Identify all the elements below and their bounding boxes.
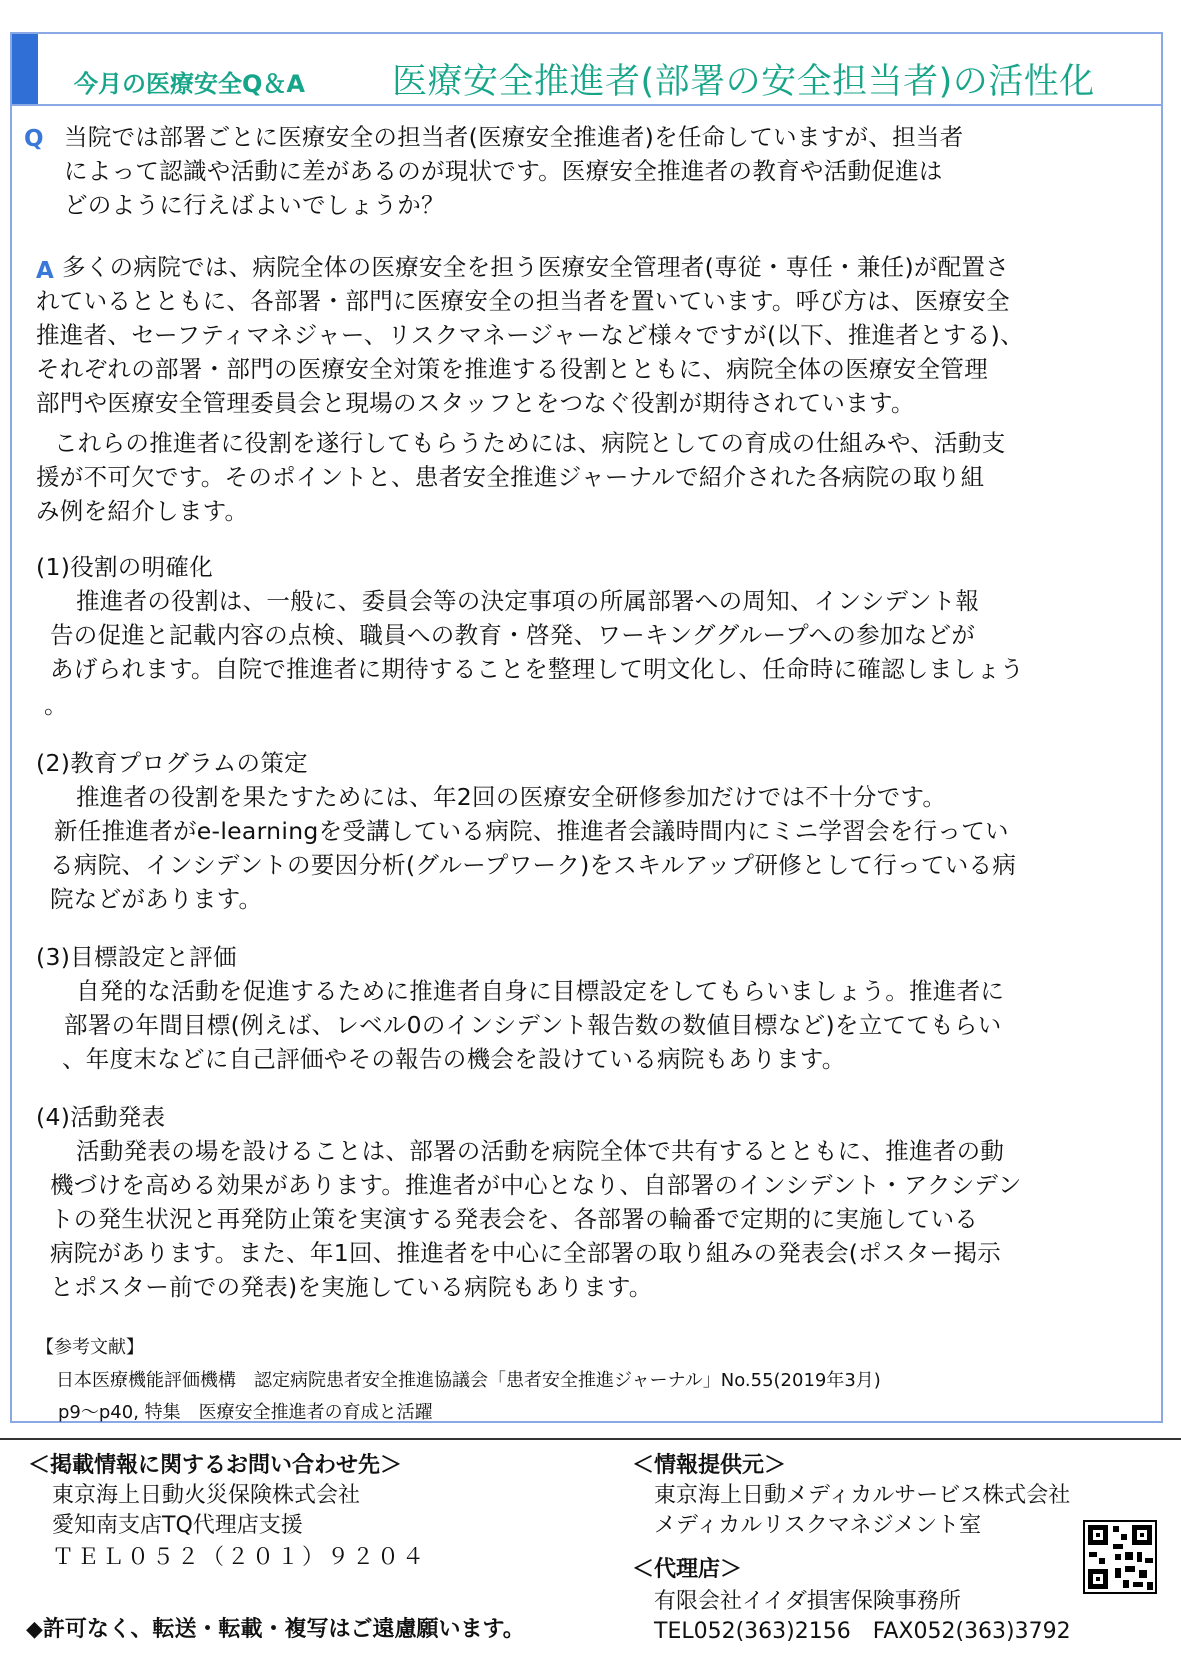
answer-marker: A [36, 258, 54, 284]
answer-line: 援が不可欠です。そのポイントと、患者安全推進ジャーナルで紹介された各病院の取り組 [36, 463, 985, 491]
section-line: 院などがあります。 [50, 885, 263, 913]
section-line: 活動発表の場を設けることは、部署の活動を病院全体で共有するとともに、推進者の動 [76, 1137, 1005, 1165]
provider-line: 東京海上日動メディカルサービス株式会社 [654, 1483, 1071, 1508]
section-heading: (1)役割の明確化 [36, 553, 213, 581]
agent-line: TEL052(363)2156 FAX052(363)3792 [654, 1619, 1071, 1644]
answer-line: これらの推進者に役割を遂行してもらうためには、病院としての育成の仕組みや、活動支 [54, 429, 1006, 457]
section-line: 推進者の役割を果たすためには、年2回の医療安全研修参加だけでは不十分です。 [76, 783, 947, 811]
section-heading: (2)教育プログラムの策定 [36, 749, 308, 777]
section-line: 新任推進者がe-learningを受講している病院、推進者会議時間内にミニ学習会を行ってい [54, 817, 1009, 845]
section-heading: (4)活動発表 [36, 1103, 166, 1131]
question-line: によって認識や活動に差があるのが現状です。医療安全推進者の教育や活動促進は [64, 157, 943, 185]
footer-divider [0, 1438, 1181, 1440]
reference-line: 日本医療機能評価機構 認定病院患者安全推進協議会「患者安全推進ジャーナル」No.55(2019年3月) [56, 1370, 881, 1391]
agent-line: 有限会社イイダ損害保険事務所 [654, 1589, 961, 1614]
section-line: 部署の年間目標(例えば、レベル0のインシデント報告数の数値目標など)を立ててもらい [64, 1011, 1002, 1039]
reference-line: p9～p40, 特集 医療安全推進者の育成と活躍 [58, 1402, 433, 1423]
answer-line: それぞれの部署・部門の医療安全対策を推進する役割とともに、病院全体の医療安全管理 [36, 355, 988, 383]
agent-heading: ＜代理店＞ [632, 1557, 743, 1582]
page-title: 医療安全推進者(部署の安全担当者)の活性化 [392, 62, 1095, 102]
section-line: トの発生状況と再発防止策を実演する発表会を、各部署の輪番で定期的に実施している [50, 1205, 979, 1233]
question-line: どのように行えばよいでしょうか？ [64, 191, 445, 219]
answer-line: 多くの病院では、病院全体の医療安全を担う医療安全管理者(専従・専任・兼任)が配置さ [62, 253, 1010, 281]
provider-heading: ＜情報提供元＞ [632, 1453, 787, 1478]
section-line: る病院、インシデントの要因分析(グループワーク)をスキルアップ研修として行っている病 [50, 851, 1017, 879]
question-marker: Q [24, 126, 44, 152]
references-heading: 【参考文献】 [36, 1337, 144, 1358]
contact-line: 東京海上日動火災保険株式会社 [52, 1483, 361, 1508]
section-line: 病院があります。また、年1回、推進者を中心に全部署の取り組みの発表会(ポスター掲示 [50, 1239, 1002, 1267]
section-line: 告の促進と記載内容の点検、職員への教育・啓発、ワーキンググループへの参加などが [50, 621, 976, 649]
section-line: あげられます。自院で推進者に期待することを整理して明文化し、任命時に確認しましょう [50, 655, 1024, 683]
answer-line: れているとともに、各部署・部門に医療安全の担当者を置いています。呼び方は、医療安全 [36, 287, 1010, 315]
header-bar [12, 34, 1161, 106]
answer-line: み例を紹介します。 [36, 497, 249, 525]
series-label: 今月の医療安全Q＆A [74, 70, 305, 98]
section-heading: (3)目標設定と評価 [36, 943, 237, 971]
answer-line: 推進者、セーフティマネジャー、リスクマネージャーなど様々ですが(以下、推進者とする)、 [36, 321, 1024, 349]
answer-line: 部門や医療安全管理委員会と現場のスタッフとをつなぐ役割が期待されています。 [36, 389, 915, 417]
section-line: 、年度末などに自己評価やその報告の機会を設けている病院もあります。 [62, 1045, 846, 1073]
section-line: 機づけを高める効果があります。推進者が中心となり、自部署のインシデント・アクシデン [50, 1171, 1022, 1199]
section-line: 自発的な活動を促進するために推進者自身に目標設定をしてもらいましょう。推進者に [76, 977, 1005, 1005]
copy-notice: ◆許可なく、転送・転載・複写はご遠慮願います。 [26, 1617, 525, 1642]
qr-code-icon [1083, 1520, 1157, 1594]
question-line: 当院では部署ごとに医療安全の担当者(医療安全推進者)を任命していますが、担当者 [64, 123, 964, 151]
header-accent [12, 34, 38, 104]
contact-line: 愛知南支店TQ代理店支援 [52, 1513, 303, 1538]
contact-heading: ＜掲載情報に関するお問い合わせ先＞ [28, 1453, 403, 1478]
provider-line: メディカルリスクマネジメント室 [654, 1513, 982, 1538]
section-line: 推進者の役割は、一般に、委員会等の決定事項の所属部署への周知、インシデント報 [76, 587, 980, 615]
section-line: 。 [44, 691, 68, 719]
section-line: とポスター前での発表)を実施している病院もあります。 [50, 1273, 653, 1301]
contact-phone: ＴＥＬ０５２（２０１）９２０４ [52, 1545, 428, 1570]
